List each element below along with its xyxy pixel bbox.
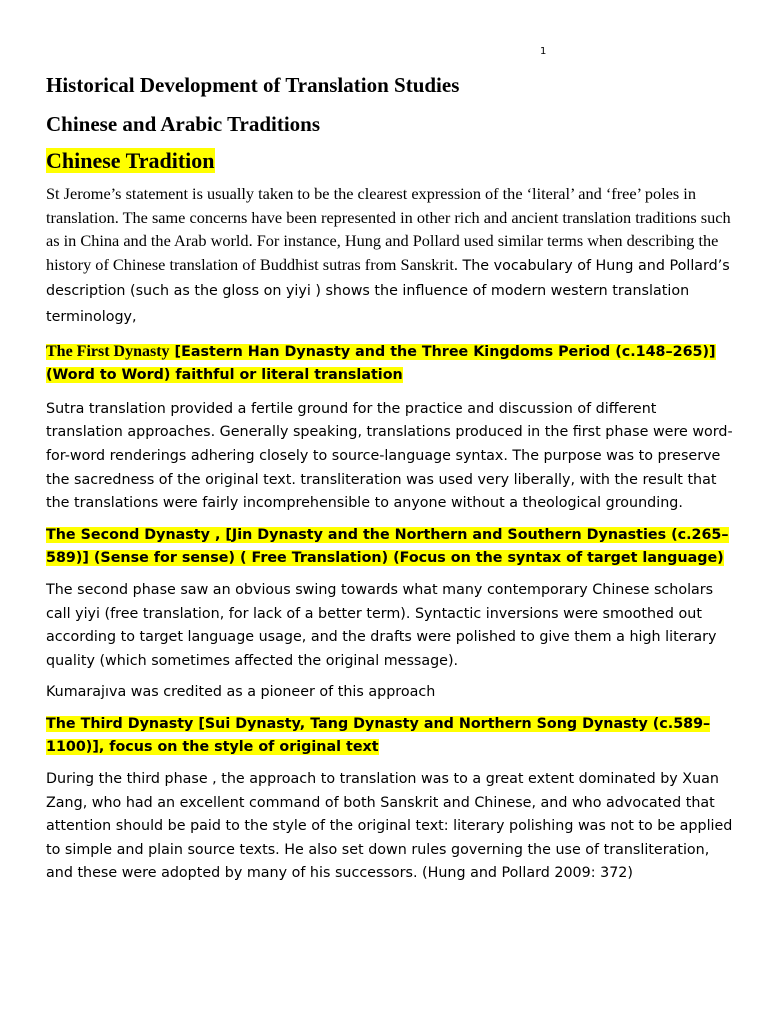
section-heading-text: Chinese Tradition (46, 148, 215, 173)
first-dynasty-body: Sutra translation provided a fertile ground for the practice and discussion of different translation approaches. Generally speaking, translations produced in the first phase were word-for-word renderings adhering closely to source-language syntax. The purpose was to preserve the sacredness of the original text. transliteration was used very liberally, with the result that the translations were fairly incomprehensible to anyone without a theological grounding. (46, 400, 733, 512)
page-number: 1 (540, 46, 547, 57)
second-dynasty-heading-text: The Second Dynasty , [Jin Dynasty and the Northern and Southern Dynasties (c.265–589)] (Sense for sense) ( Free Translation) (Focus on the syntax of target language) (46, 526, 729, 567)
intro-serif-text: St Jerome’s statement is usually taken to be the clearest expression of the ‘literal’ and ‘free’ poles in translation. The same concerns have been represented in other rich and ancient translation traditions such as in China and the Arab world. For instance, Hung and Pollard used similar terms when describing the history of Chinese translation of Buddhist sutras from Sanskrit. (46, 184, 731, 274)
first-dynasty-heading-serif: The First Dynasty (46, 342, 170, 360)
second-dynasty-note: Kumarajıva was credited as a pioneer of this approach (46, 684, 436, 701)
section-heading (46, 146, 736, 176)
intro-paragraph (46, 182, 736, 330)
document-body (46, 70, 736, 886)
second-dynasty-body: The second phase saw an obvious swing towards what many contemporary Chinese scholars call yiyi (free translation, for lack of a better term). Syntactic inversions were smoothed out according to target language usage, and the drafts were polished to give them a high literary quality (which sometimes affected the original message). (46, 581, 717, 669)
third-dynasty-heading (46, 713, 736, 760)
third-dynasty-body: During the third phase , the approach to translation was to a great extent dominated by Xuan Zang, who had an excellent command of both Sanskrit and Chinese, and who advocated that attention should be paid to the style of the original text: literary polishing was not to be applied to simple and plain source texts. He also set down rules governing the use of transliteration, and these were adopted by many of his successors. (Hung and Pollard 2009: 372) (46, 771, 733, 882)
document-subtitle: Chinese and Arabic Traditions (46, 112, 321, 136)
intro-sans-text: The vocabulary of Hung and Pollard’s description (such as the gloss on yiyi ) shows the influence of modern western translation terminology, (46, 257, 730, 325)
first-dynasty-heading-rest: [Eastern Han Dynasty and the Three Kingdoms Period (c.148–265)] (Word to Word) faithful or literal translation (46, 343, 716, 384)
third-dynasty-heading-text: The Third Dynasty [Sui Dynasty, Tang Dynasty and Northern Song Dynasty (c.589– 1100)], focus on the style of original text (46, 715, 711, 756)
document-title: Historical Development of Translation Studies (46, 73, 460, 97)
first-dynasty-heading (46, 340, 736, 388)
second-dynasty-heading (46, 524, 736, 571)
